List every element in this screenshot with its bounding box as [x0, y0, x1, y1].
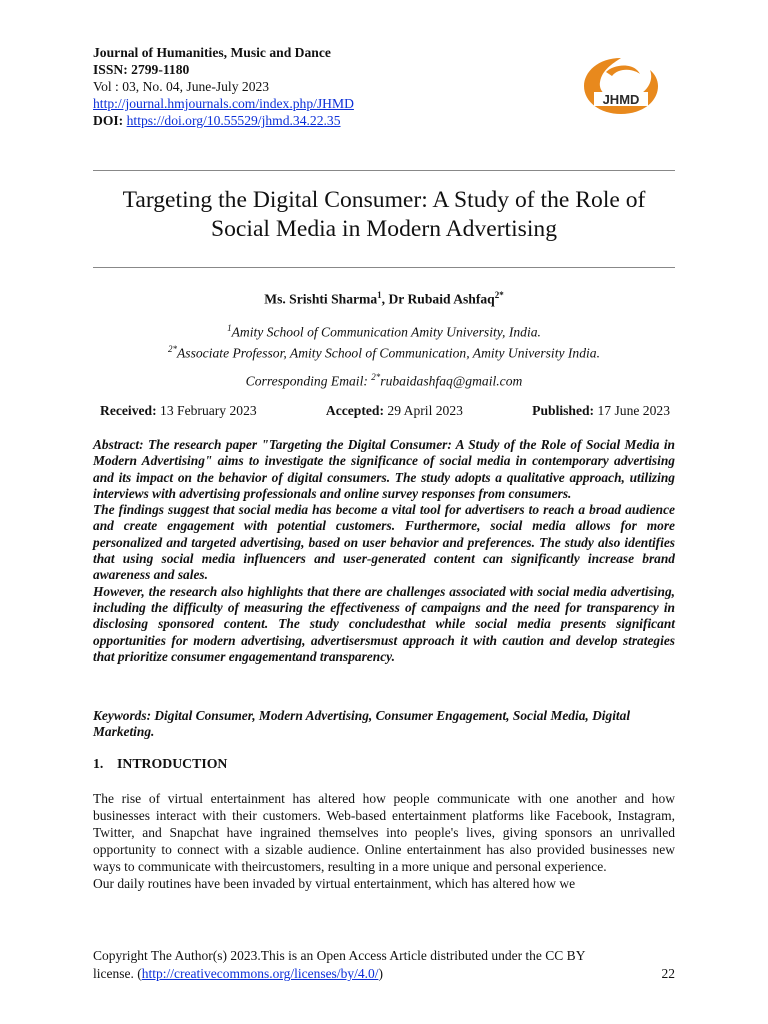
paper-title: [93, 186, 675, 244]
abstract-paragraph-3: However, the research also highlights that there are challenges associated with social media advertising, including the difficulty of measuring the effectiveness of campaigns and the need for transparency in disclosing sponsored content. The study concludesthat while social media presents significant opportunities for modern advertising, advertisersmust approach it with caution and develop strategies that prioritize consumer engagementand transparency.: [93, 583, 675, 664]
body-text: [93, 790, 675, 892]
volume-info: Vol : 03, No. 04, June-July 2023: [93, 79, 270, 94]
published-date: [532, 403, 670, 419]
accepted-date: [326, 403, 463, 419]
affiliations: [93, 320, 675, 361]
license-link[interactable]: http://creativecommons.org/licenses/by/4.0/: [141, 966, 379, 981]
title-divider: [93, 267, 675, 268]
issn: ISSN: 2799-1180: [93, 62, 190, 77]
affiliation-1-sup: 1: [227, 323, 232, 333]
page-number: 22: [661, 966, 675, 981]
abstract: [93, 437, 675, 665]
corresponding-email: [93, 372, 675, 390]
email-label: Corresponding Email:: [245, 373, 372, 389]
accepted-label: Accepted:: [325, 403, 385, 418]
license-suffix: ): [378, 966, 383, 981]
license-line: [93, 965, 675, 983]
journal-url-link[interactable]: http://journal.hmjournals.com/index.php/JHMD: [93, 96, 354, 111]
abstract-paragraph-2: The findings suggest that social media has become a vital tool for advertisers to reach a broad audience and create engagement with potential customers. Furthermore, social media allows for more personalized and targeted advertising, based on user behavior and preferences. The study also identifies that using social media influencers and user-generated content can significantly increase brand awareness and sales.: [93, 502, 675, 583]
author-list: [93, 290, 675, 308]
title-line-2: Social Media in Modern Advertising: [211, 216, 557, 242]
journal-name: Journal of Humanities, Music and Dance: [93, 45, 331, 60]
email-sup: 2*: [371, 372, 381, 382]
logo-wordmark: JHMD: [602, 92, 640, 107]
affiliation-2-text: Associate Professor, Amity School of Communication, Amity University India.: [177, 345, 600, 361]
section-number: 1.: [93, 756, 104, 771]
received-label: Received:: [100, 403, 157, 418]
jhmd-logo: [578, 52, 664, 118]
affiliation-2: [93, 341, 675, 362]
email-address[interactable]: rubaidashfaq@gmail.com: [380, 373, 523, 389]
license-text: [93, 965, 383, 983]
publication-dates: [100, 403, 670, 419]
section-heading: [93, 756, 675, 772]
author-1: Ms. Srishti Sharma: [264, 291, 378, 307]
author-separator: ,: [381, 291, 389, 307]
keywords: Keywords: Digital Consumer, Modern Advertising, Consumer Engagement, Social Media, Digital Marketing.: [93, 708, 631, 740]
abstract-paragraph-1: Abstract: The research paper "Targeting the Digital Consumer: A Study of the Role of Social Media in Modern Advertising" aims to investigate the significance of social media in contemporary advertising and its impact on the behavior of digital consumers. The study adopts a qualitative approach, utilizing interviews with advertising professionals and online survey responses from consumers.: [93, 437, 675, 501]
body-paragraph-1: The rise of virtual entertainment has altered how people communicate with one another and how businesses interact with their customers. Web-based entertainment platforms like Facebook, Instagram, Twitter, and Snapchat have ingrained themselves into people's lives, giving sponsors an unrivalled opportunity to connect with a sizable audience. Online entertainment has also provided businesses new ways to communicate with theircustomers, resulting in a more unique and personal experience.: [93, 791, 675, 874]
author-2-sup: 2*: [494, 290, 504, 300]
published-value: 17 June 2023: [597, 403, 670, 418]
received-value: 13 February 2023: [160, 403, 257, 418]
copyright-line: Copyright The Author(s) 2023.This is an Open Access Article distributed under the CC BY: [93, 948, 586, 963]
affiliation-1-text: Amity School of Communication Amity University, India.: [231, 324, 541, 340]
accepted-value: 29 April 2023: [387, 403, 463, 418]
footer: [93, 947, 675, 983]
published-label: Published:: [532, 403, 595, 418]
license-prefix: license. (: [93, 966, 142, 981]
author-1-sup: 1: [377, 290, 382, 300]
author-2: Dr Rubaid Ashfaq: [388, 291, 495, 307]
doi-label: DOI:: [93, 113, 124, 128]
body-paragraph-2: Our daily routines have been invaded by virtual entertainment, which has altered how we: [93, 876, 576, 891]
journal-header: [93, 44, 513, 129]
affiliation-1: [93, 320, 675, 341]
title-line-1: Targeting the Digital Consumer: A Study of the Role of: [122, 187, 646, 213]
affiliation-2-sup: 2*: [168, 343, 177, 354]
received-date: [100, 403, 257, 419]
section-title: INTRODUCTION: [117, 756, 228, 771]
top-divider: [93, 170, 675, 171]
doi-link[interactable]: https://doi.org/10.55529/jhmd.34.22.35: [126, 113, 341, 128]
